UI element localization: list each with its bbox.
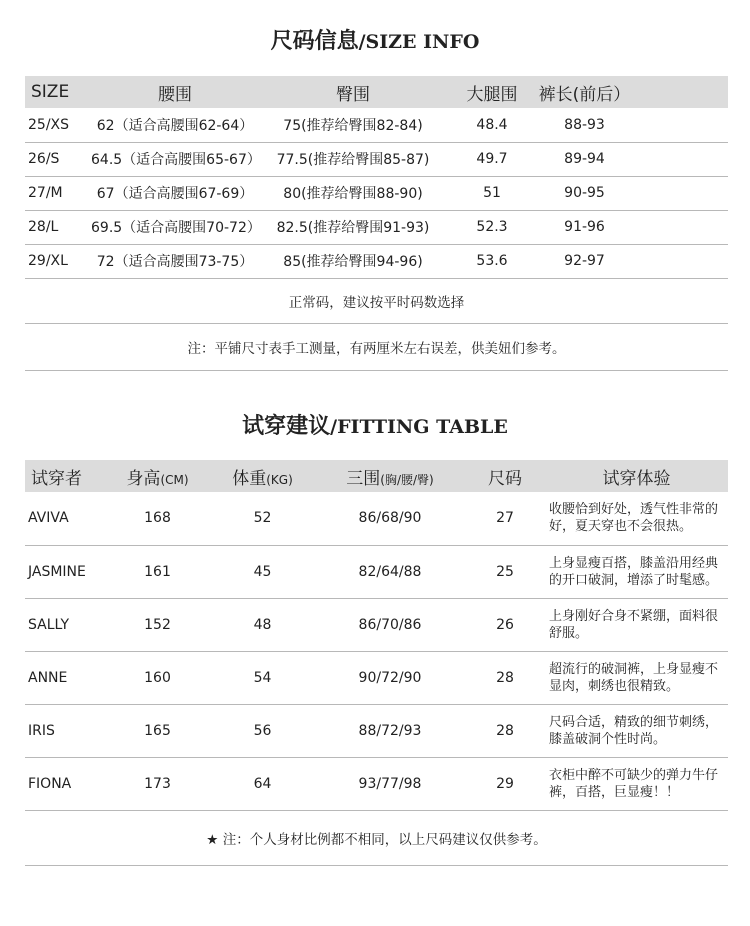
col-waist: 腰围 [91, 76, 259, 108]
name-cell: AVIVA [25, 492, 105, 545]
size-cell: 25/XS [25, 108, 91, 142]
size-cell: 26/S [25, 142, 91, 176]
name-cell: JASMINE [25, 545, 105, 598]
waist-cell: 72（适合高腰围73-75） [91, 244, 259, 278]
name-cell: SALLY [25, 598, 105, 651]
size-cell: 28/L [25, 210, 91, 244]
fit-title-en: /FITTING TABLE [330, 416, 508, 438]
col-feel: 试穿体验 [545, 460, 728, 492]
feel-cell: 上身显瘦百搭，膝盖沿用经典的开口破洞，增添了时髦感。 [545, 545, 728, 598]
measure-cell: 82/64/88 [315, 545, 465, 598]
table-row [25, 545, 728, 598]
col-hip: 臀围 [259, 76, 447, 108]
fitting-table [25, 460, 728, 866]
feel-cell: 超流行的破洞裤，上身显瘦不显肉，刺绣也很精致。 [545, 651, 728, 704]
measure-cell: 88/72/93 [315, 704, 465, 757]
height-cell: 165 [105, 704, 210, 757]
height-cell: 168 [105, 492, 210, 545]
measure-cell: 86/68/90 [315, 492, 465, 545]
length-cell: 88-93 [537, 108, 632, 142]
feel-cell: 衣柜中醉不可缺少的弹力牛仔裤，百搭，巨显瘦！！ [545, 757, 728, 810]
height-cell: 173 [105, 757, 210, 810]
thigh-cell: 53.6 [447, 244, 537, 278]
fit-note: ★ 注：个人身材比例都不相同，以上尺码建议仅供参考。 [25, 810, 728, 865]
fit-title-cn: 试穿建议 [242, 414, 331, 439]
table-row [25, 598, 728, 651]
col-height: 身高(CM) [105, 460, 210, 492]
weight-cell: 54 [210, 651, 315, 704]
waist-cell: 62（适合高腰围62-64） [91, 108, 259, 142]
thigh-cell: 51 [447, 176, 537, 210]
length-cell: 91-96 [537, 210, 632, 244]
fit-size-cell: 28 [465, 704, 545, 757]
hip-cell: 80(推荐给臀围88-90) [259, 176, 447, 210]
col-length: 裤长(前后） [537, 76, 632, 108]
feel-cell: 收腰恰到好处，透气性非常的好，夏天穿也不会很热。 [545, 492, 728, 545]
table-row [25, 757, 728, 810]
hip-cell: 75(推荐给臀围82-84) [259, 108, 447, 142]
height-cell: 160 [105, 651, 210, 704]
weight-cell: 64 [210, 757, 315, 810]
waist-cell: 64.5（适合高腰围65-67） [91, 142, 259, 176]
waist-cell: 67（适合高腰围67-69） [91, 176, 259, 210]
table-row [25, 108, 728, 142]
fit-size-cell: 25 [465, 545, 545, 598]
measure-cell: 93/77/98 [315, 757, 465, 810]
length-cell: 90-95 [537, 176, 632, 210]
size-table-header [25, 76, 728, 108]
name-cell: ANNE [25, 651, 105, 704]
feel-cell: 上身刚好合身不紧绷，面料很舒服。 [545, 598, 728, 651]
height-cell: 161 [105, 545, 210, 598]
col-fit-size: 尺码 [465, 460, 545, 492]
size-info-title [0, 24, 750, 55]
table-row [25, 492, 728, 545]
table-row [25, 704, 728, 757]
size-note-row [25, 278, 728, 323]
fit-size-cell: 28 [465, 651, 545, 704]
hip-cell: 85(推荐给臀围94-96) [259, 244, 447, 278]
col-name: 试穿者 [25, 460, 105, 492]
size-table [25, 76, 728, 371]
col-size: SIZE [25, 76, 91, 108]
fitting-table-title [0, 409, 750, 440]
weight-cell: 45 [210, 545, 315, 598]
length-cell: 92-97 [537, 244, 632, 278]
measure-cell: 90/72/90 [315, 651, 465, 704]
fit-size-cell: 29 [465, 757, 545, 810]
name-cell: IRIS [25, 704, 105, 757]
col-measure: 三围(胸/腰/臀) [315, 460, 465, 492]
size-note-row [25, 323, 728, 370]
hip-cell: 82.5(推荐给臀围91-93) [259, 210, 447, 244]
fit-size-cell: 27 [465, 492, 545, 545]
size-note-1: 正常码，建议按平时码数选择 [25, 278, 728, 323]
table-row [25, 176, 728, 210]
length-cell: 89-94 [537, 142, 632, 176]
height-cell: 152 [105, 598, 210, 651]
thigh-cell: 49.7 [447, 142, 537, 176]
table-row [25, 210, 728, 244]
table-row [25, 142, 728, 176]
hip-cell: 77.5(推荐给臀围85-87) [259, 142, 447, 176]
fit-table-header [25, 460, 728, 492]
fit-size-cell: 26 [465, 598, 545, 651]
fit-note-row [25, 810, 728, 865]
name-cell: FIONA [25, 757, 105, 810]
table-row [25, 244, 728, 278]
size-title-cn: 尺码信息 [270, 29, 359, 54]
weight-cell: 52 [210, 492, 315, 545]
feel-cell: 尺码合适，精致的细节刺绣，膝盖破洞个性时尚。 [545, 704, 728, 757]
col-blank [632, 76, 728, 108]
col-weight: 体重(KG) [210, 460, 315, 492]
size-cell: 29/XL [25, 244, 91, 278]
thigh-cell: 52.3 [447, 210, 537, 244]
measure-cell: 86/70/86 [315, 598, 465, 651]
weight-cell: 56 [210, 704, 315, 757]
weight-cell: 48 [210, 598, 315, 651]
col-thigh: 大腿围 [447, 76, 537, 108]
size-note-2: 注：平铺尺寸表手工测量，有两厘米左右误差，供美妞们参考。 [25, 323, 728, 370]
thigh-cell: 48.4 [447, 108, 537, 142]
size-title-en: /SIZE INFO [358, 31, 480, 53]
table-row [25, 651, 728, 704]
waist-cell: 69.5（适合高腰围70-72） [91, 210, 259, 244]
size-cell: 27/M [25, 176, 91, 210]
